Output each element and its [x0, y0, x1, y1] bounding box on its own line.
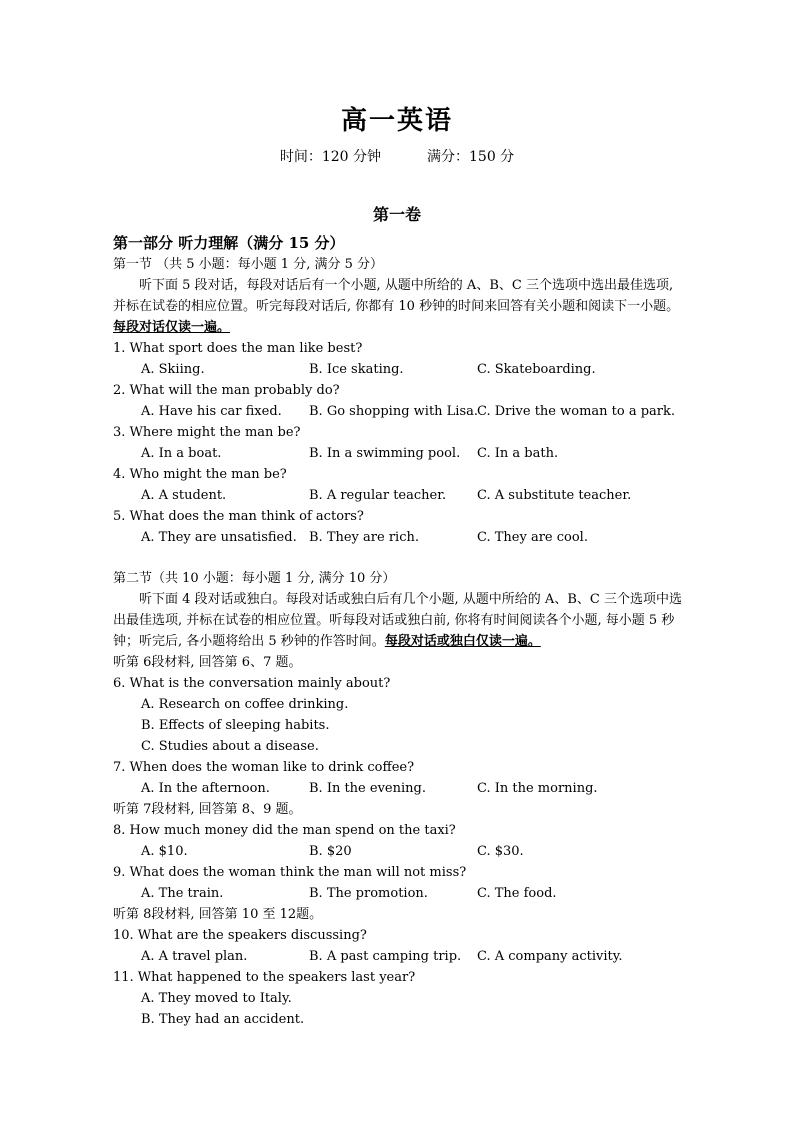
material-note: 听第 7段材料, 回答第 8、9 题。 — [113, 802, 302, 817]
option-c: C. The food. — [477, 886, 557, 901]
option-b: B. Ice skating. — [309, 362, 404, 377]
option-a: A. Have his car fixed. — [141, 404, 282, 419]
option-c: C. A company activity. — [477, 949, 623, 964]
option-c: C. In a bath. — [477, 446, 559, 461]
option-b: B. The promotion. — [309, 886, 428, 901]
question-stem: 7. When does the woman like to drink coffee? — [113, 760, 415, 775]
question-stem: 6. What is the conversation mainly about? — [113, 676, 391, 691]
option-b: B. In a swimming pool. — [309, 446, 461, 461]
exam-title: 高一英语 — [340, 106, 453, 136]
section-spacer — [113, 548, 683, 568]
time-limit: 时间：120 分钟 — [279, 149, 381, 165]
section1-emphasis: 每段对话仅读一遍。 — [113, 320, 231, 335]
option-b: B. They had an accident. — [141, 1012, 305, 1027]
question-stem: 1. What sport does the man like best? — [113, 341, 363, 356]
section1-intro: 听下面 5 段对话，每段对话后有一个小题, 从题中所给的 A、B、C 三个选项中选出最佳选项, 并标在试卷的相应位置。听完每段对话后, 你都有 10 秒钟的时间来回答有关小题和阅读下一小题。 — [113, 278, 680, 314]
section2-instructions — [113, 589, 683, 652]
question-stem: 2. What will the man probably do? — [113, 383, 340, 398]
question-stem: 10. What are the speakers discussing? — [113, 928, 367, 943]
option-c: C. Studies about a disease. — [141, 739, 319, 754]
option-a: A. They moved to Italy. — [141, 991, 292, 1006]
option-b: B. Effects of sleeping habits. — [141, 718, 330, 733]
option-c: C. Skateboarding. — [477, 362, 596, 377]
option-c: C. $30. — [477, 844, 524, 859]
part1-title: 第一部分 听力理解（满分 15 分） — [113, 234, 345, 252]
option-c: C. They are cool. — [477, 530, 588, 545]
question-options — [113, 527, 683, 548]
volume-title: 第一卷 — [372, 205, 421, 224]
exam-meta — [0, 146, 794, 166]
question-options — [113, 946, 683, 967]
option-a: A. $10. — [141, 844, 188, 859]
option-b: B. A regular teacher. — [309, 488, 447, 503]
option-b: B. A past camping trip. — [309, 949, 462, 964]
option-b: B. $20 — [309, 844, 352, 859]
material-note: 听第 8段材料, 回答第 10 至 12题。 — [113, 907, 323, 922]
question-stem: 5. What does the man think of actors? — [113, 509, 364, 524]
section2-emphasis: 每段对话或独白仅读一遍。 — [384, 634, 541, 649]
question-options — [113, 359, 683, 380]
section2-title: 第二节（共 10 小题：每小题 1 分, 满分 10 分） — [113, 571, 396, 586]
option-b: B. They are rich. — [309, 530, 419, 545]
question-options — [113, 401, 683, 422]
question-stem: 8. How much money did the man spend on the taxi? — [113, 823, 456, 838]
option-c: C. Drive the woman to a park. — [477, 404, 676, 419]
option-a: A. A student. — [141, 488, 227, 503]
option-a: A. Research on coffee drinking. — [141, 697, 349, 712]
section1-instructions — [113, 275, 683, 338]
option-b: B. Go shopping with Lisa. — [309, 404, 479, 419]
question-stem: 9. What does the woman think the man will not miss? — [113, 865, 467, 880]
question-stem: 11. What happened to the speakers last year? — [113, 970, 416, 985]
question-options — [113, 443, 683, 464]
option-a: A. They are unsatisfied. — [141, 530, 297, 545]
question-stem: 3. Where might the man be? — [113, 425, 301, 440]
question-stem: 4. Who might the man be? — [113, 467, 287, 482]
option-c: C. A substitute teacher. — [477, 488, 632, 503]
option-a: A. Skiing. — [141, 362, 205, 377]
option-a: A. The train. — [141, 886, 224, 901]
question-options — [113, 883, 683, 904]
question-options — [113, 841, 683, 862]
option-a: A. In a boat. — [141, 446, 222, 461]
full-score: 满分：150 分 — [427, 149, 515, 165]
material-note: 听第 6段材料, 回答第 6、7 题。 — [113, 655, 302, 670]
option-b: B. In the evening. — [309, 781, 426, 796]
section2-intro: 听下面 4 段对话或独白。每段对话或独白后有几个小题, 从题中所给的 A、B、C 三个选项中选出最佳选项, 并标在试卷的相应位置。听每段对话或独白前, 你将有时间阅读各个小题, 每小题 5 秒钟；听完后, 各小题将给出 5 秒钟的作答时间。 — [113, 592, 682, 649]
option-a: A. A travel plan. — [141, 949, 248, 964]
section1-title: 第一节 （共 5 小题：每小题 1 分, 满分 5 分） — [113, 257, 384, 272]
option-c: C. In the morning. — [477, 781, 598, 796]
exam-content — [113, 232, 683, 1030]
question-options — [113, 778, 683, 799]
question-options — [113, 485, 683, 506]
option-a: A. In the afternoon. — [141, 781, 270, 796]
